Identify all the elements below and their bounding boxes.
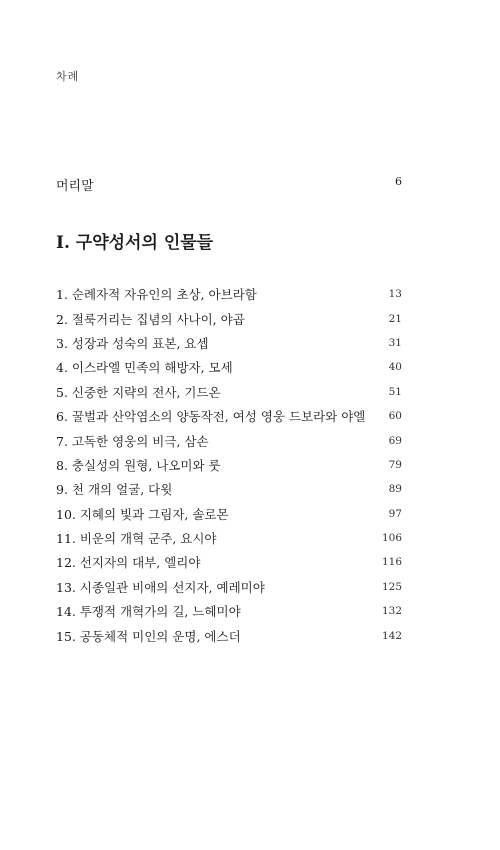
- toc-entry-title: 5. 신중한 지략의 전사, 기드온: [56, 384, 221, 400]
- toc-entry[interactable]: [56, 306, 402, 330]
- toc-entry-title: 15. 공동체적 미인의 운명, 에스더: [56, 628, 241, 644]
- toc-entry-title: 14. 투쟁적 개혁가의 길, 느헤미야: [56, 604, 241, 620]
- toc-entry-page: 60: [388, 410, 402, 423]
- toc-entry-title: 13. 시종일관 비애의 선지자, 예레미야: [56, 579, 265, 595]
- toc-entry[interactable]: [56, 428, 402, 452]
- toc-entry-page: 125: [381, 580, 402, 593]
- toc-list: [56, 282, 402, 648]
- toc-entry[interactable]: [56, 355, 402, 379]
- toc-entry[interactable]: [56, 550, 402, 574]
- toc-entry-title: 6. 꿀벌과 산악염소의 양동작전, 여성 영웅 드보라와 야엘: [56, 409, 366, 425]
- toc-entry-page: 40: [388, 361, 402, 374]
- toc-entry-title: 머리말: [56, 179, 94, 194]
- toc-entry-page: 69: [388, 434, 402, 447]
- running-head: 차례: [56, 70, 80, 83]
- toc-entry[interactable]: [56, 575, 402, 599]
- toc-entry-title: 2. 절룩거리는 집념의 사나이, 야곱: [56, 311, 245, 327]
- toc-entry-title: 11. 비운의 개혁 군주, 요시야: [56, 531, 217, 547]
- toc-entry-page: 21: [388, 312, 402, 325]
- toc-entry-page: 89: [388, 483, 402, 496]
- toc-entry-title: 8. 충실성의 원형, 나오미와 룻: [56, 457, 221, 473]
- toc-entry-page: 79: [388, 458, 402, 471]
- toc-entry[interactable]: [56, 453, 402, 477]
- toc-entry-page: 97: [388, 507, 402, 520]
- toc-entry-page: 142: [381, 629, 402, 642]
- toc-entry[interactable]: [56, 380, 402, 404]
- toc-entry[interactable]: [56, 331, 402, 355]
- toc-entry-page: 116: [381, 556, 402, 569]
- toc-entry-page: 13: [388, 288, 402, 301]
- toc-entry-page: 6: [395, 175, 402, 188]
- toc-entry-page: 106: [381, 532, 402, 545]
- toc-entry[interactable]: [56, 502, 402, 526]
- toc-entry-title: 1. 순례자적 자유인의 초상, 아브라함: [56, 287, 257, 303]
- toc-entry-preface[interactable]: [56, 175, 402, 194]
- toc-entry-page: 132: [381, 605, 402, 618]
- toc-entry-title: 9. 천 개의 얼굴, 다윗: [56, 482, 173, 498]
- toc-entry-title: 4. 이스라엘 민족의 해방자, 모세: [56, 360, 233, 376]
- toc-entry-page: 31: [388, 336, 402, 349]
- toc-entry[interactable]: [56, 526, 402, 550]
- toc-entry[interactable]: [56, 404, 402, 428]
- toc-entry[interactable]: [56, 477, 402, 501]
- toc-entry-title: 12. 선지자의 대부, 엘리야: [56, 555, 201, 571]
- toc-entry[interactable]: [56, 282, 402, 306]
- toc-entry[interactable]: [56, 623, 402, 647]
- section-heading: I. 구약성서의 인물들: [56, 233, 214, 253]
- toc-entry-title: 10. 지혜의 빛과 그림자, 솔로몬: [56, 506, 229, 522]
- toc-entry[interactable]: [56, 599, 402, 623]
- toc-entry-title: 3. 성장과 성숙의 표본, 요셉: [56, 335, 209, 351]
- toc-entry-page: 51: [388, 385, 402, 398]
- toc-entry-title: 7. 고독한 영웅의 비극, 삼손: [56, 433, 209, 449]
